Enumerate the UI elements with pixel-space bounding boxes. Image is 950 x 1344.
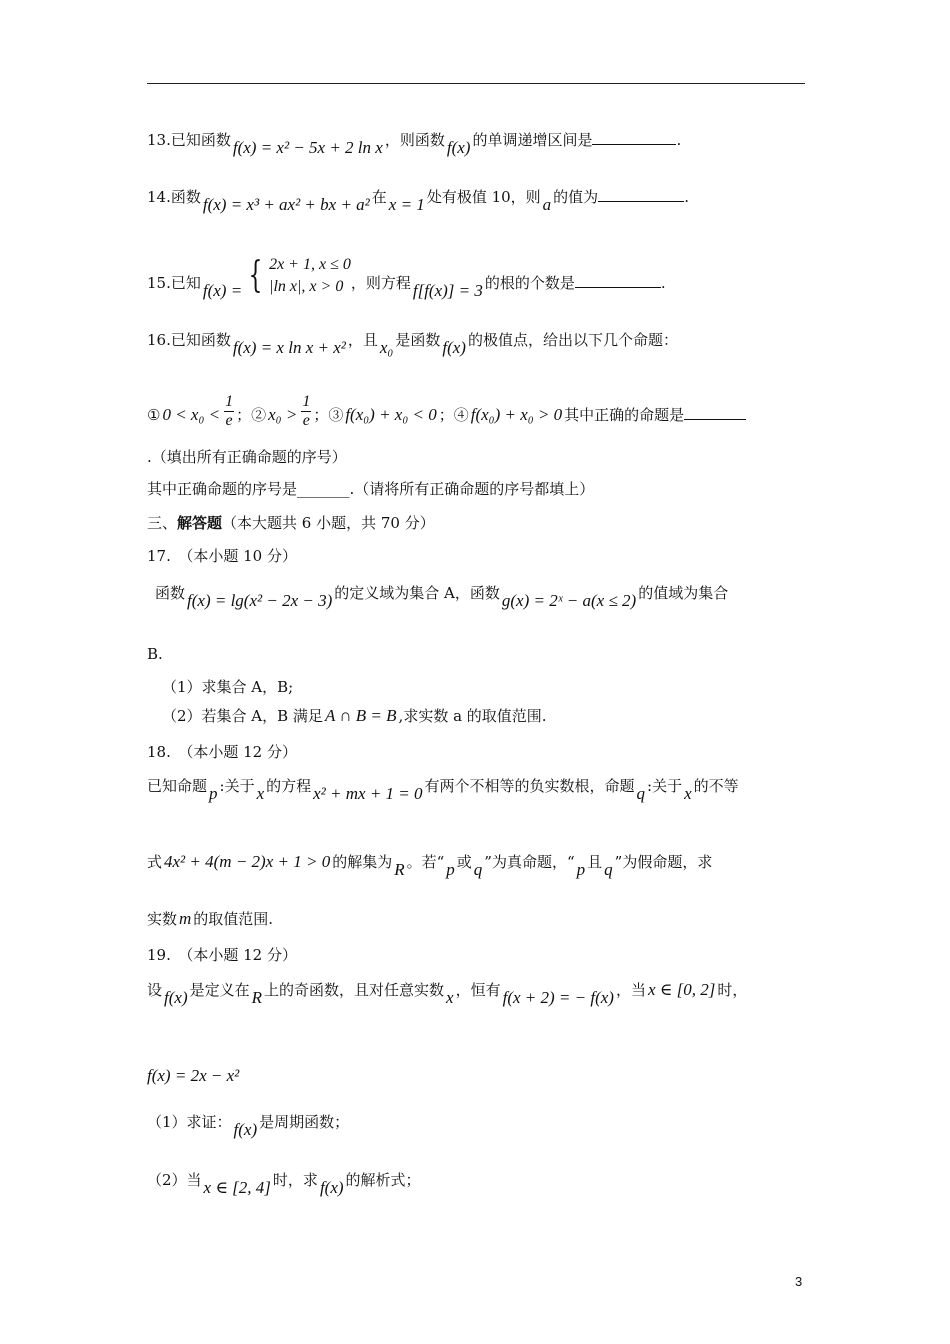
q18-var-x: x — [256, 784, 265, 803]
piecewise-function — [244, 254, 351, 298]
q19-text-4: ，恒有 — [455, 981, 501, 999]
proposition-4-formula: f(x₀) + x₀ > 0 — [470, 404, 563, 424]
answer-blank[interactable] — [575, 273, 661, 288]
q16-instruction-text: 其中正确命题的序号是 — [147, 480, 298, 498]
q14-text-3: 的值为 — [553, 188, 599, 206]
q16-instruction: .（填出所有正确命题的序号） — [147, 448, 347, 466]
q18-text-13: ”为假命题，求 — [614, 853, 713, 871]
q19-definition — [147, 1066, 827, 1086]
q18-text-4: 有两个不相等的负实数根，命题 — [424, 777, 635, 795]
fraction-one-over-e — [224, 393, 234, 430]
question-13 — [147, 130, 827, 157]
q15-text: ，则方程 — [350, 274, 411, 292]
fraction-denominator: e — [225, 412, 233, 429]
q19-sub-1 — [147, 1112, 827, 1139]
q19-formula-3: f(x) = 2x − x² — [147, 1066, 240, 1085]
q19-formula-2: f(x + 2) = − f(x) — [502, 988, 614, 1007]
q19-var-R: R — [251, 988, 263, 1007]
left-brace: { — [248, 255, 263, 296]
q16-text: ，且 — [347, 331, 378, 349]
q17-sub-2-text-2: ,求实数 a 的取值范围. — [398, 707, 547, 725]
q19-sub-1-text: （1）求证： — [147, 1113, 232, 1131]
q18-var-q-3: q — [604, 860, 613, 879]
section-description: （本大题共 6 小题，共 70 分） — [222, 514, 435, 532]
q19-interval: x ∈ [0, 2] — [647, 980, 716, 999]
q18-var-p-2: p — [446, 860, 455, 879]
q14-formula-2: x = 1 — [388, 195, 425, 214]
q13-end: . — [676, 131, 682, 149]
q13-text-2: 的单调递增区间是 — [472, 131, 593, 149]
q17-text-2: 的定义域为集合 A，函数 — [334, 584, 500, 602]
q18-var-R: R — [394, 860, 405, 879]
q19-text-2: 是定义在 — [189, 981, 250, 999]
q18-text-9: 。若“ — [406, 853, 445, 871]
section-heading — [147, 513, 827, 533]
q18-var-x-2: x — [684, 784, 692, 803]
q14-label: 14.函数 — [147, 188, 201, 206]
question-14 — [147, 187, 827, 214]
q14-text-2: 处有极值 10，则 — [426, 188, 541, 206]
q15-formula: f(x) = — [202, 281, 243, 300]
q19-sub-2-formula: f(x) — [319, 1178, 344, 1197]
q17-formula-2: g(x) = 2ˣ − a(x ≤ 2) — [501, 591, 637, 610]
piecewise-case-1: 2x + 1, x ≤ 0 — [269, 256, 351, 273]
q17-text-3: 的值域为集合 — [638, 584, 729, 602]
q14-end: . — [684, 188, 689, 206]
header-rule — [147, 83, 805, 84]
q19-sub-2-text-2: 时，求 — [272, 1171, 318, 1189]
q16-instruction-note: .（请将所有正确命题的序号都填上） — [349, 480, 595, 498]
q18-text-8: 的解集为 — [332, 853, 393, 871]
q17-sub-2 — [162, 706, 842, 726]
q17-sub-2-text: （2）若集合 A，B 满足 — [162, 707, 323, 725]
q18-text-12: 且 — [587, 853, 603, 871]
q17-label: 17. （本小题 10 分） — [147, 547, 297, 565]
section-title: 解答题 — [177, 514, 223, 532]
q17-formula: f(x) = lg(x² − 2x − 3) — [187, 591, 333, 610]
question-16 — [147, 330, 827, 357]
section-number: 三、 — [147, 514, 178, 532]
q14-formula-3: a — [542, 195, 552, 214]
proposition-2-formula: x₀ > — [268, 404, 298, 424]
proposition-marker-4: ；④ — [438, 405, 469, 424]
q17-sub-2-formula: A ∩ B = B — [324, 706, 397, 725]
q18-var-q-2: q — [473, 860, 483, 879]
q19-sub-2-text: （2）当 — [147, 1171, 202, 1189]
q16-text-4: 其中正确的命题是 — [564, 405, 685, 424]
q18-text-2: :关于 — [219, 777, 255, 795]
q16-instruction-2 — [147, 479, 827, 499]
proposition-marker-3: ；③ — [313, 405, 344, 424]
q18-var-m: m — [179, 909, 192, 928]
q18-text-10: 或 — [456, 853, 472, 871]
q19-sub-1-formula: f(x) — [233, 1120, 258, 1139]
q13-text: ，则函数 — [384, 131, 445, 149]
q19-text-5: ，当 — [615, 981, 646, 999]
proposition-1-formula: 0 < x₀ < — [162, 404, 221, 424]
proposition-marker-2: ；② — [236, 405, 267, 424]
answer-blank[interactable]: _______ — [297, 480, 350, 498]
q18-var-p: p — [209, 784, 218, 803]
q15-end: . — [660, 274, 666, 292]
q19-sub-2 — [147, 1170, 827, 1197]
q14-text: 在 — [371, 188, 387, 206]
q18-text-14: 实数 — [147, 910, 178, 928]
q18-text-3: 的方程 — [266, 777, 312, 795]
question-19 — [147, 980, 827, 1007]
q16-formula-3: f(x) — [442, 338, 466, 357]
q18-text-5: :关于 — [647, 777, 683, 795]
q19-label: 19. （本小题 12 分） — [147, 946, 297, 964]
fraction-numerator: 1 — [302, 393, 311, 410]
q13-label: 13.已知函数 — [147, 131, 231, 149]
q18-equation: x² + mx + 1 = 0 — [313, 784, 423, 803]
q19-text-3: 上的奇函数，且对任意实数 — [264, 981, 445, 999]
fraction-denominator: e — [302, 412, 310, 429]
piecewise-case-2: |ln x|, x > 0 — [269, 278, 344, 295]
piecewise-cases — [269, 254, 351, 298]
q19-text-6: 时， — [717, 981, 748, 999]
q18-text-15: 的取值范围. — [193, 910, 274, 928]
question-15 — [147, 250, 827, 300]
q18-text-6: 的不等 — [693, 777, 739, 795]
q17-continuation: B. — [147, 645, 163, 663]
q18-text-11: ”为真命题，“ — [484, 853, 575, 871]
question-18-line-2 — [147, 852, 827, 879]
q18-var-q: q — [636, 784, 646, 803]
q16-formula: f(x) = x ln x + x² — [232, 338, 346, 357]
q18-text-7: 式 — [147, 853, 163, 871]
answer-blank[interactable] — [598, 187, 684, 202]
q18-var-p-3: p — [576, 860, 586, 879]
q16-text-2: 是函数 — [395, 331, 441, 349]
question-18-line-3 — [147, 909, 827, 929]
q15-text-2: 的根的个数是 — [484, 274, 575, 292]
q16-formula-2: x₀ — [379, 338, 394, 357]
q19-sub-1-text-2: 是周期函数； — [259, 1113, 350, 1131]
question-17 — [155, 583, 835, 610]
q17-text: 函数 — [155, 584, 186, 602]
q19-formula: f(x) — [164, 988, 188, 1007]
fraction-numerator: 1 — [225, 393, 234, 410]
q13-formula-2: f(x) — [446, 138, 471, 157]
page-number: 3 — [795, 1274, 803, 1289]
question-16-propositions — [147, 385, 827, 429]
proposition-3-formula: f(x₀) + x₀ < 0 — [345, 404, 437, 424]
q15-label: 15.已知 — [147, 274, 201, 292]
answer-blank[interactable] — [684, 405, 746, 420]
q19-var-x: x — [446, 988, 454, 1007]
q15-formula-2: f[f(x)] = 3 — [412, 281, 483, 300]
q19-sub-2-text-3: 的解析式； — [345, 1171, 421, 1189]
q13-formula: f(x) = x² − 5x + 2 ln x — [232, 138, 383, 157]
q14-formula: f(x) = x³ + ax² + bx + a² — [202, 195, 370, 214]
q16-label: 16.已知函数 — [147, 331, 231, 349]
fraction-one-over-e-2 — [301, 393, 311, 430]
q18-text: 已知命题 — [147, 777, 208, 795]
q19-text: 设 — [147, 981, 163, 999]
answer-blank[interactable] — [592, 130, 676, 145]
q19-sub-2-interval: x ∈ [2, 4] — [203, 1178, 271, 1197]
proposition-marker-1: ① — [147, 405, 161, 424]
q16-text-3: 的极值点，给出以下几个命题： — [467, 331, 678, 349]
question-18 — [147, 776, 827, 803]
q18-label: 18. （本小题 12 分） — [147, 743, 297, 761]
q17-sub-1: （1）求集合 A，B; — [162, 678, 294, 696]
q18-inequality: 4x² + 4(m − 2)x + 1 > 0 — [164, 852, 331, 871]
